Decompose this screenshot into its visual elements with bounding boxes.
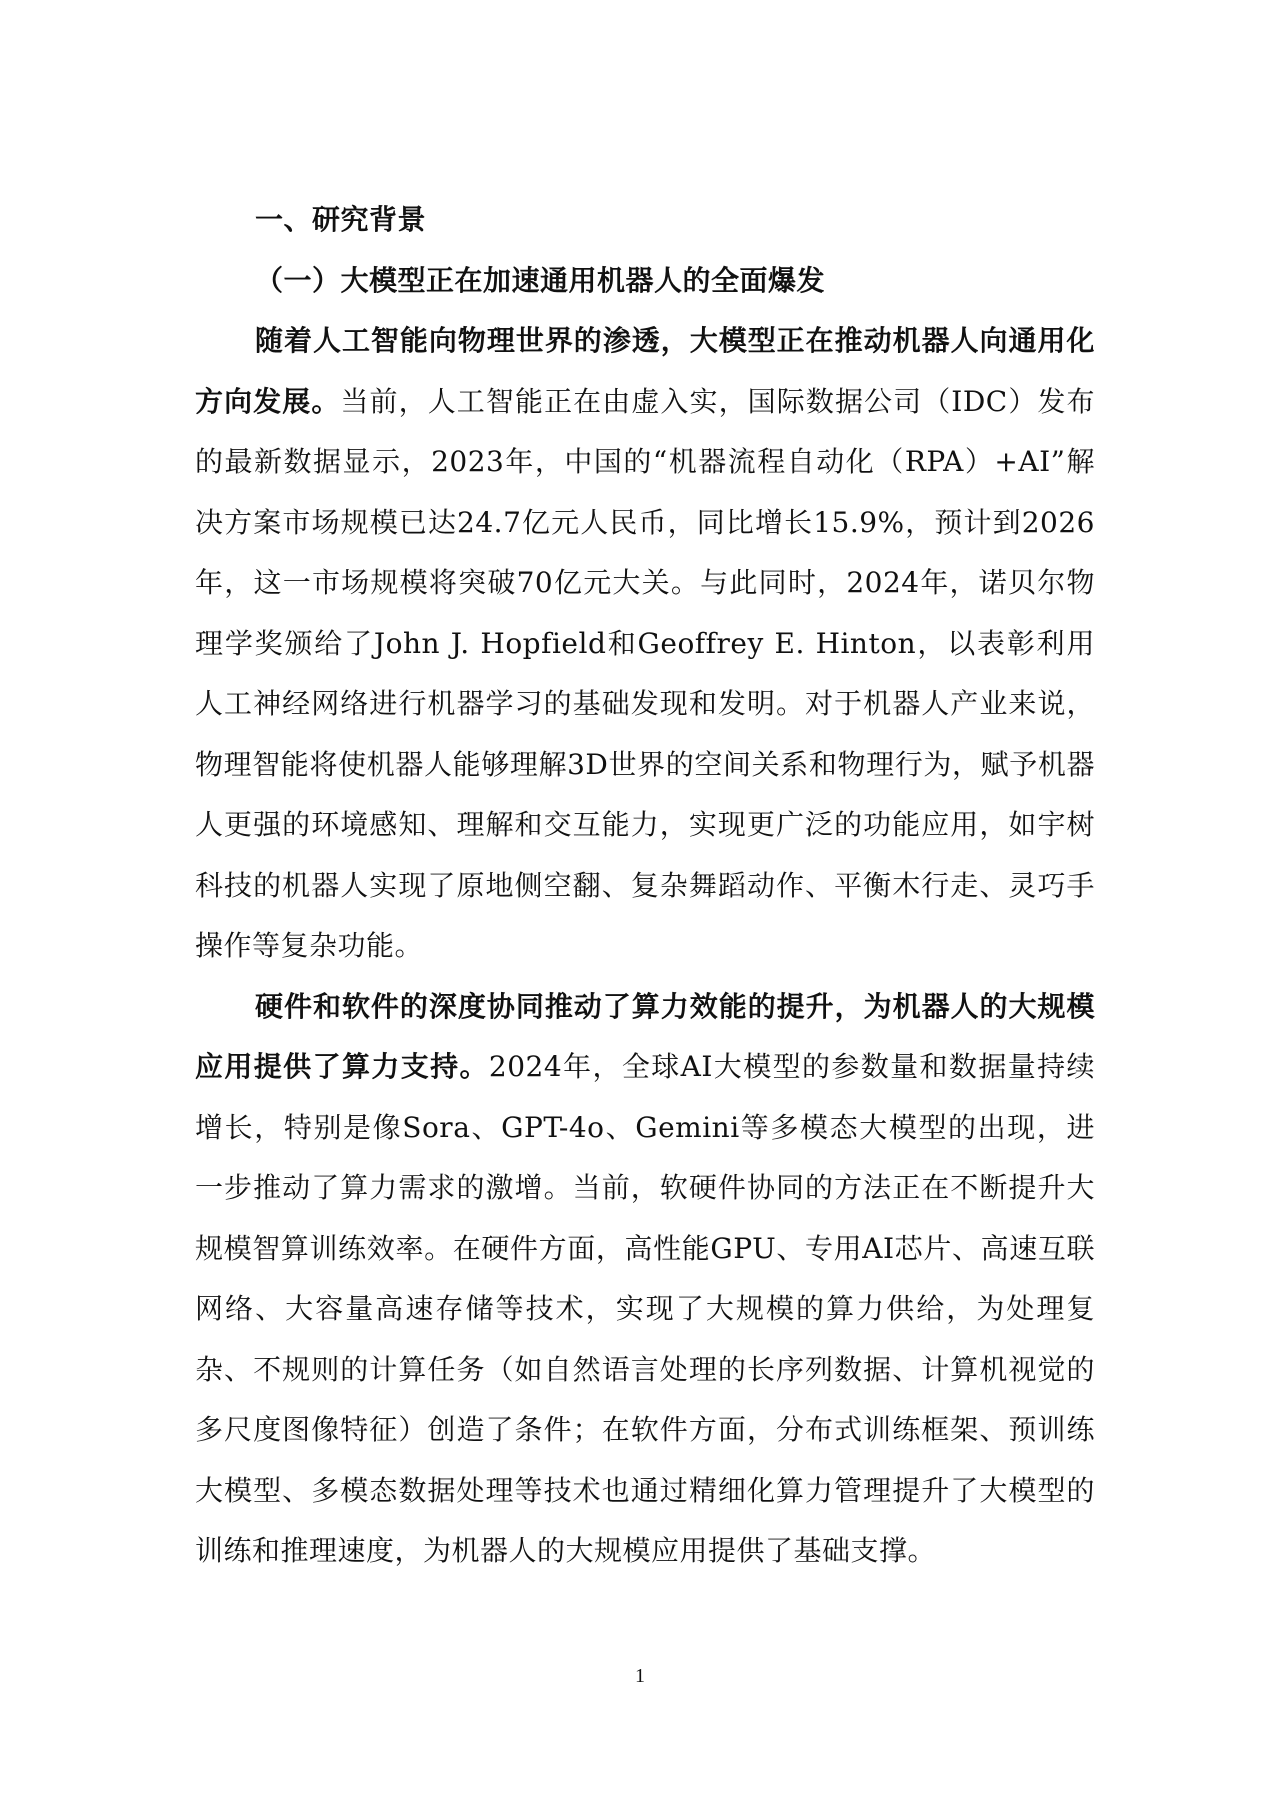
section-heading: 一、研究背景 xyxy=(255,203,427,236)
document-body xyxy=(195,190,1095,1582)
paragraph-2 xyxy=(195,977,1095,1582)
paragraph-2-text: 2024年，全球AI大模型的参数量和数据量持续增长，特别是像Sora、GPT-4o、Gemini等多模态大模型的出现，进一步推动了算力需求的激增。当前，软硬件协同的方法正在不断提升大规模智算训练效率。在硬件方面，高性能GPU、专用AI芯片、高速互联网络、大容量高速存储等技术，实现了大规模的算力供给，为处理复杂、不规则的计算任务（如自然语言处理的长序列数据、计算机视觉的多尺度图像特征）创造了条件；在软件方面，分布式训练框架、预训练大模型、多模态数据处理等技术也通过精细化算力管理提升了大模型的训练和推理速度，为机器人的大规模应用提供了基础支撑。 xyxy=(195,1050,1095,1567)
paragraph-1-lead: 随着人工智能向物理世界的渗透，大模型正在推动机器人向通用化方向发展。 xyxy=(195,324,1095,418)
subsection-heading: （一）大模型正在加速通用机器人的全面爆发 xyxy=(255,263,826,297)
page-number: 1 xyxy=(635,1665,645,1687)
paragraph-1-text: 当前，人工智能正在由虚入实，国际数据公司（IDC）发布的最新数据显示，2023年，中国的“机器流程自动化（RPA）+AI”解决方案市场规模已达24.7亿元人民币，同比增长15.9%，预计到2026年，这一市场规模将突破70亿元大关。与此同时，2024年，诺贝尔物理学奖颁给了John J. Hopfield和Geoffrey E. Hinton，以表彰利用人工神经网络进行机器学习的基础发现和发明。对于机器人产业来说，物理智能将使机器人能够理解3D世界的空间关系和物理行为，赋予机器人更强的环境感知、理解和交互能力，实现更广泛的功能应用，如宇树科技的机器人实现了原地侧空翻、复杂舞蹈动作、平衡木行走、灵巧手操作等复杂功能。 xyxy=(195,384,1095,962)
paragraph-1 xyxy=(195,311,1095,977)
paragraph-2-lead: 硬件和软件的深度协同推动了算力效能的提升，为机器人的大规模应用提供了算力支持。 xyxy=(195,989,1095,1083)
